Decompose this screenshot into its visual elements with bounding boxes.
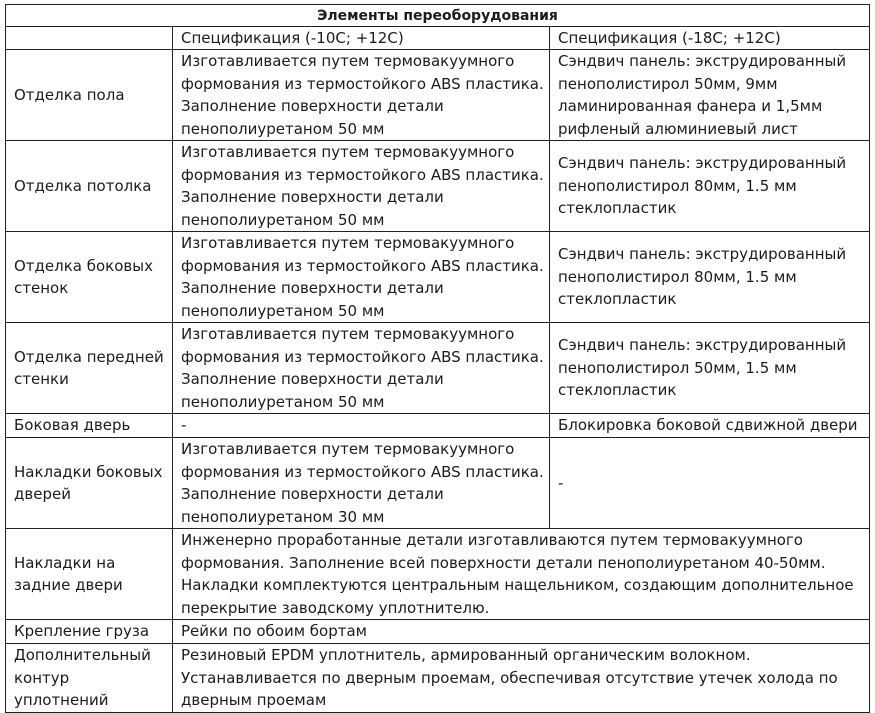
row-spec-18: - [550,438,870,529]
row-element-label: Отделка передней стенки [6,323,173,414]
row-spec-18: Сэндвич панель: экструдированный пенополистирол 80мм, 1.5 мм стеклопластик [550,232,870,323]
row-spec-18: Сэндвич панель: экструдированный пенополистирол 50мм, 9мм ламинированная фанера и 1,5мм рифленый алюминиевый лист [550,50,870,141]
row-element-label: Накладки боковых дверей [6,438,173,529]
table-row [6,141,870,232]
table-row [6,438,870,529]
table-row [6,620,870,644]
row-spec-10: Изготавливается путем термовакуумного формования из термостойкого ABS пластика. Заполнение поверхности детали пенополиуретаном 30 мм [173,438,550,529]
row-element-label: Отделка потолка [6,141,173,232]
table-row [6,232,870,323]
row-element-label: Дополнительный контур уплотнений [6,644,173,713]
table-row [6,50,870,141]
row-spec-merged: Рейки по обоим бортам [173,620,870,644]
table-row [6,414,870,438]
table-row [6,644,870,713]
table-title-row [6,5,870,27]
row-spec-18: Сэндвич панель: экструдированный пенополистирол 50мм, 1.5 мм стеклопластик [550,323,870,414]
row-element-label: Крепление груза [6,620,173,644]
row-spec-10: Изготавливается путем термовакуумного формования из термостойкого ABS пластика. Заполнение поверхности детали пенополиуретаном 50 мм [173,232,550,323]
row-element-label: Отделка пола [6,50,173,141]
table-header-row [6,27,870,50]
table-row [6,323,870,414]
header-spec-18: Спецификация (-18С; +12С) [550,27,870,50]
row-spec-10: Изготавливается путем термовакуумного формования из термостойкого ABS пластика. Заполнение поверхности детали пенополиуретаном 50 мм [173,141,550,232]
equipment-spec-table [5,4,870,713]
row-element-label: Боковая дверь [6,414,173,438]
row-spec-10: Изготавливается путем термовакуумного формования из термостойкого ABS пластика. Заполнение поверхности детали пенополиуретаном 50 мм [173,323,550,414]
header-element [6,27,173,50]
table-title: Элементы переоборудования [6,5,870,27]
row-spec-merged: Инженерно проработанные детали изготавливаются путем термовакуумного формования. Заполнение всей поверхности детали пенополиуретаном 40-50мм. Накладки комплектуются центральным нащельником, создающим дополнительное перекрытие заводскому уплотнителю. [173,529,870,620]
row-spec-18: Сэндвич панель: экструдированный пенополистирол 80мм, 1.5 мм стеклопластик [550,141,870,232]
row-spec-10: - [173,414,550,438]
row-element-label: Отделка боковых стенок [6,232,173,323]
row-element-label: Накладки на задние двери [6,529,173,620]
header-spec-10: Спецификация (-10С; +12С) [173,27,550,50]
table-row [6,529,870,620]
row-spec-10: Изготавливается путем термовакуумного формования из термостойкого ABS пластика. Заполнение поверхности детали пенополиуретаном 50 мм [173,50,550,141]
row-spec-18: Блокировка боковой сдвижной двери [550,414,870,438]
row-spec-merged: Резиновый EPDM уплотнитель, армированный органическим волокном. Устанавливается по дверным проемам, обеспечивая отсутствие утечек холода по дверным проемам [173,644,870,713]
